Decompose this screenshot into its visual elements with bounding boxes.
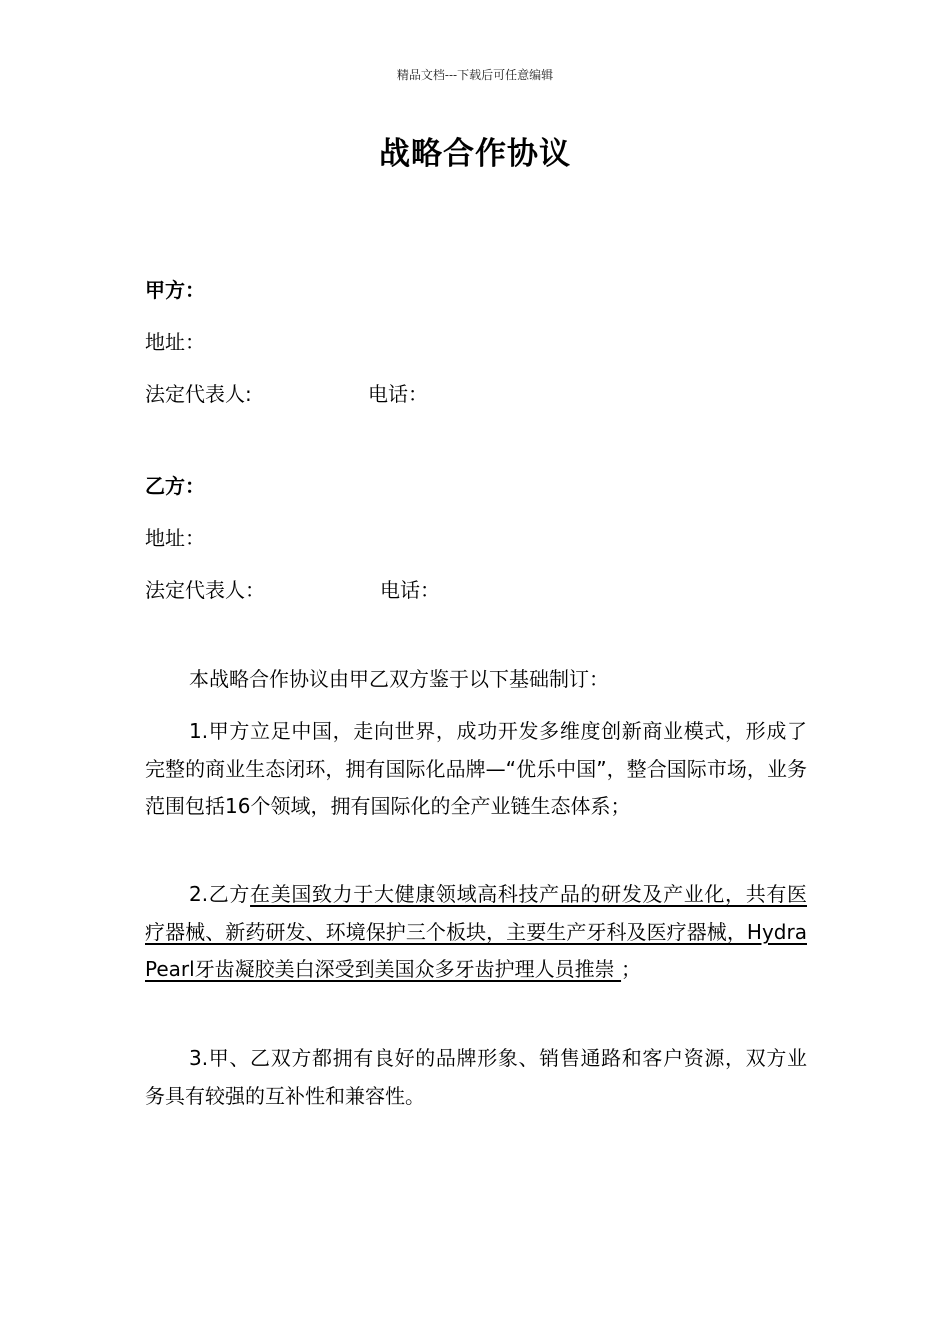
party-a-phone-label: 电话： [368, 382, 428, 406]
party-a-address-label: 地址： [145, 330, 205, 354]
clause-2-underlined: 在美国致力于大健康领域高科技产品的研发及产业化，共有医疗器械、新药研发、环境保护三个板块，主要生产牙科及医疗器械，Hydra Pearl牙齿凝胶美白深受到美国众多牙齿护理人员推崇 [145, 882, 807, 981]
party-b-rep-label: 法定代表人： [145, 578, 265, 602]
party-b-address-label: 地址： [145, 526, 205, 550]
header-note: 精品文档---下载后可任意编辑 [396, 68, 554, 82]
party-a-rep-row [145, 378, 545, 407]
clause-2-prefix: 2.乙方 [189, 882, 251, 906]
party-b-label: 乙方： [145, 474, 205, 498]
clause-3: 3.甲、乙双方都拥有良好的品牌形象、销售通路和客户资源，双方业务具有较强的互补性和兼容性。 [145, 1046, 807, 1108]
party-b-rep-row [145, 574, 545, 603]
party-a-label: 甲方： [145, 278, 205, 302]
party-a-rep-label: 法定代表人: [145, 382, 252, 406]
clause-2 [145, 876, 807, 989]
party-b-phone-label: 电话： [380, 578, 440, 602]
intro-paragraph: 本战略合作协议由甲乙双方鉴于以下基础制订： [189, 667, 609, 691]
clause-1: 1.甲方立足中国，走向世界，成功开发多维度创新商业模式，形成了完整的商业生态闭环，拥有国际化品牌—“优乐中国”，整合国际市场，业务范围包括16个领域，拥有国际化的全产业链生态体系； [145, 719, 807, 818]
document-title: 战略合作协议 [379, 136, 571, 172]
clause-2-suffix: ； [621, 957, 642, 981]
